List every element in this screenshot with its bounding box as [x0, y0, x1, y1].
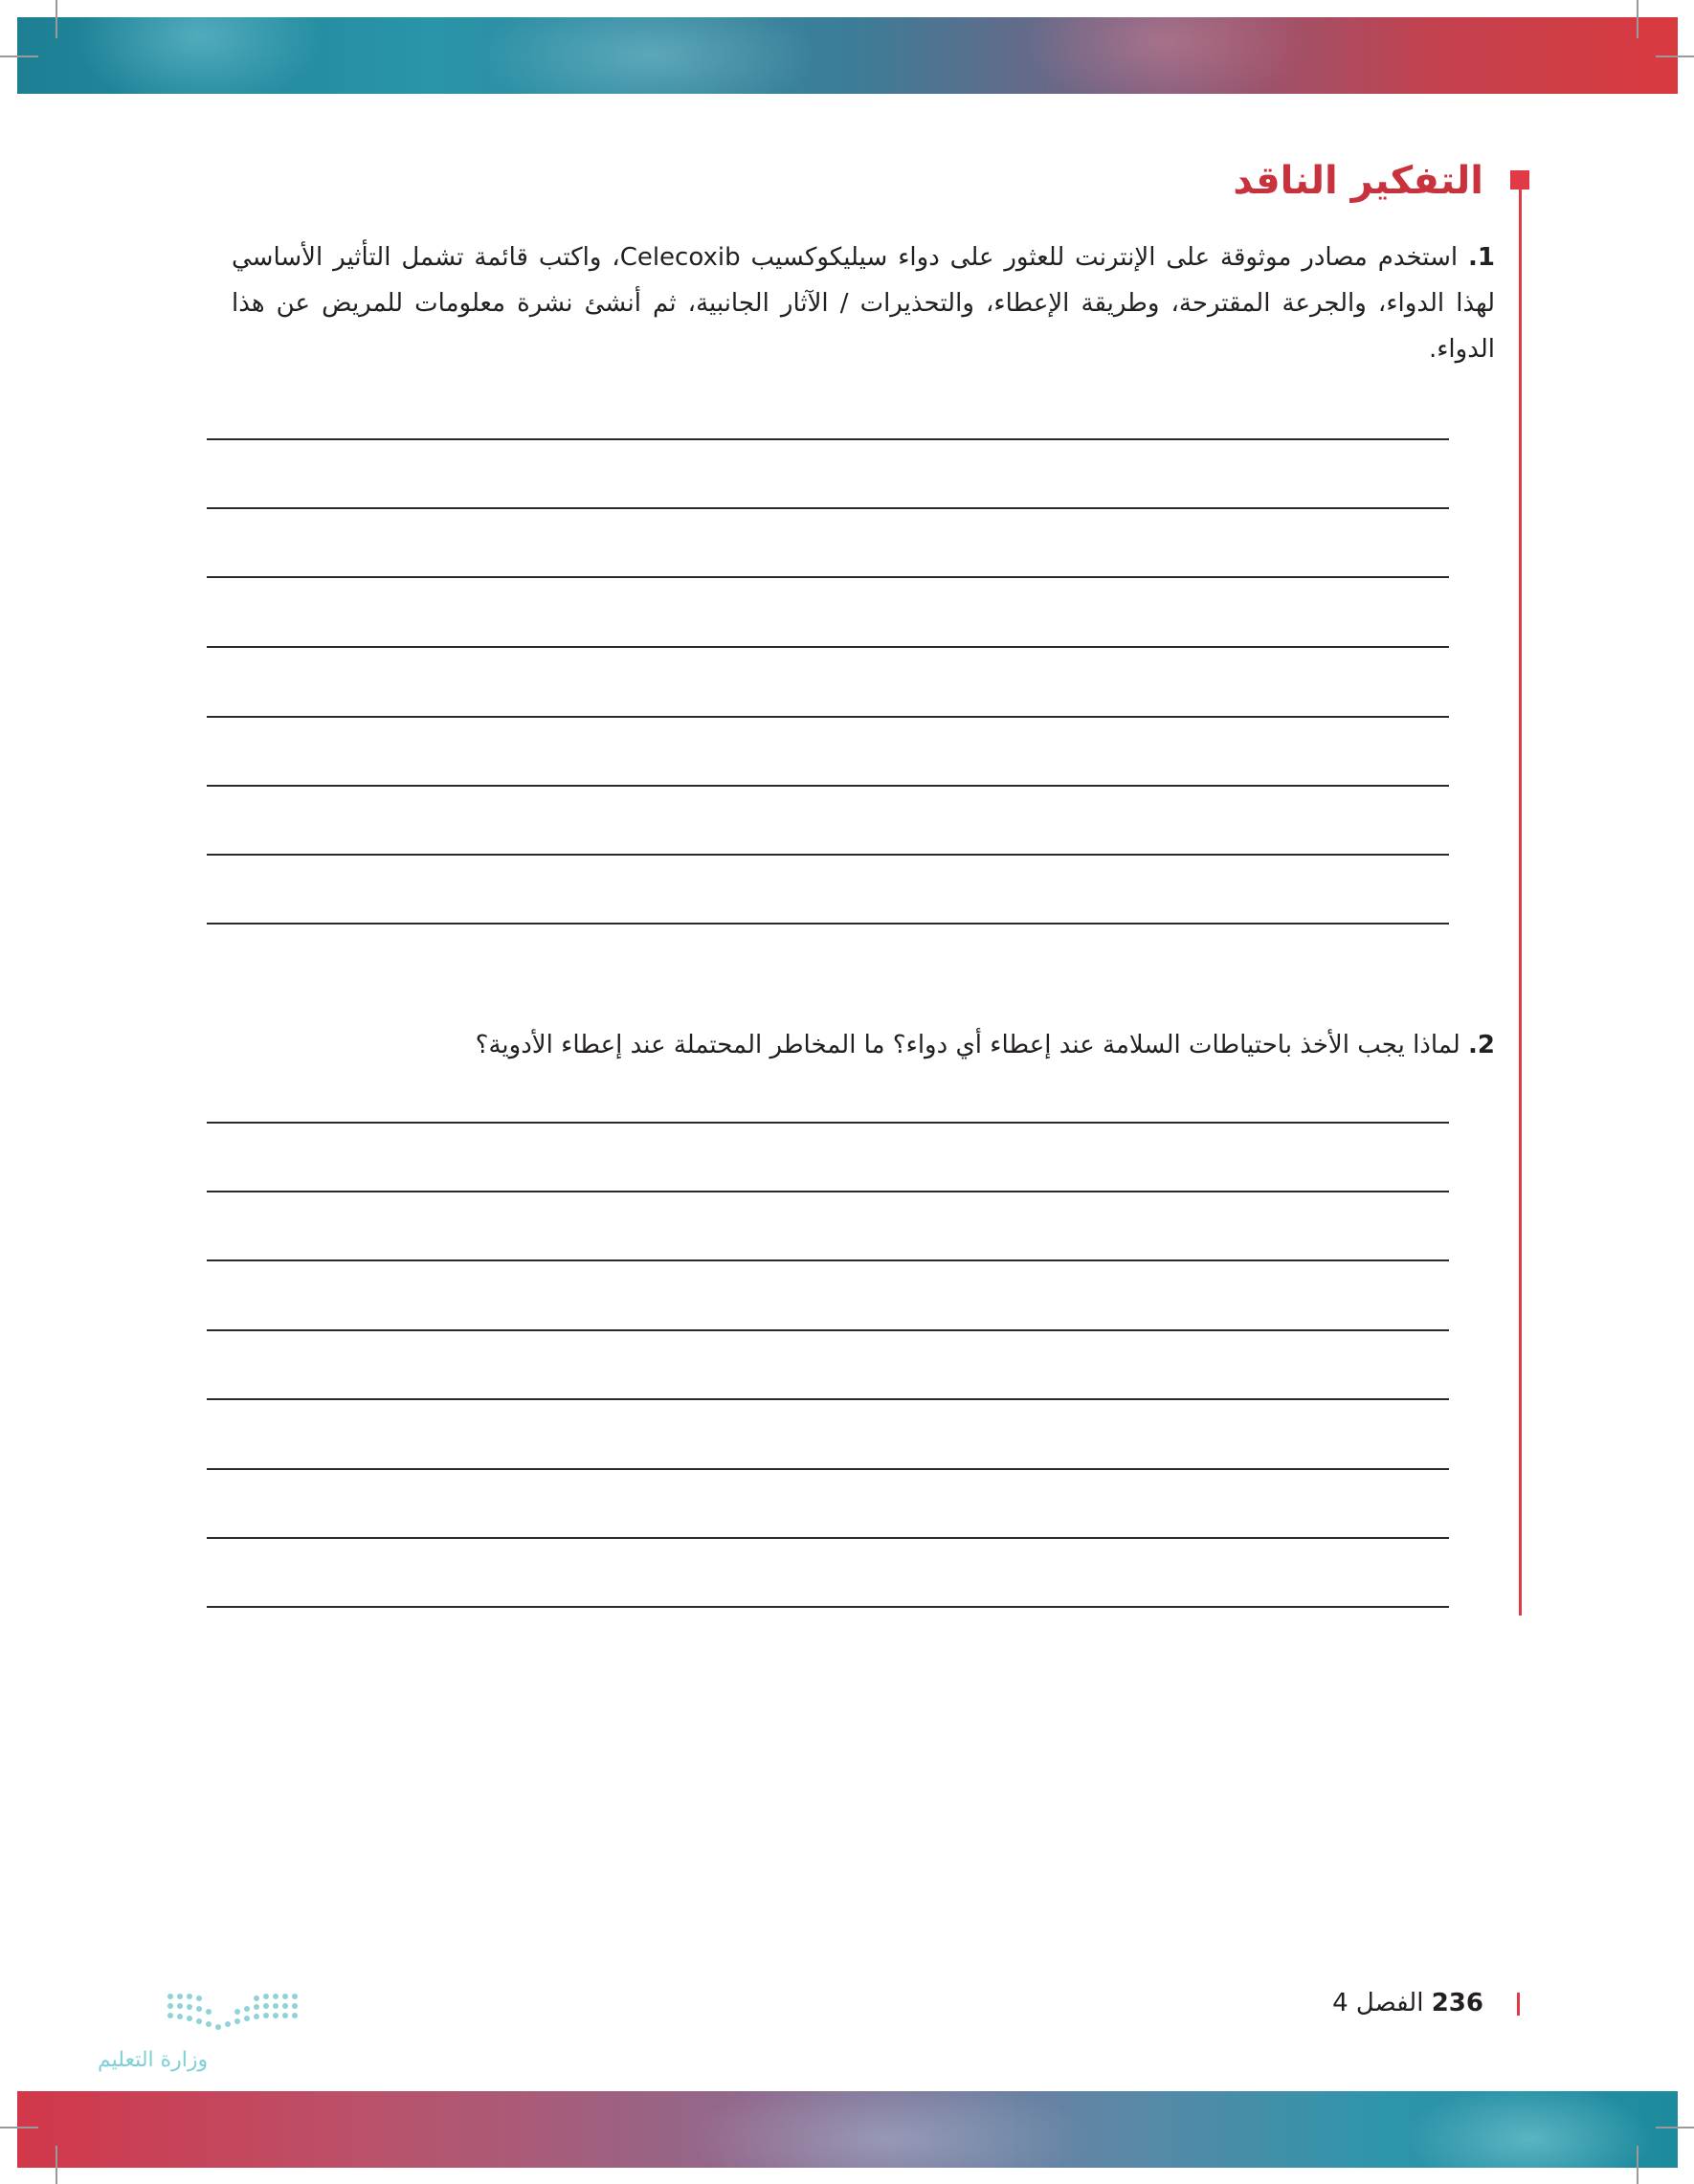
ministry-name: وزارة التعليم: [98, 2048, 209, 2072]
banner-glow: [477, 17, 821, 94]
crop-mark: [1637, 0, 1638, 38]
crop-mark: [0, 2127, 38, 2128]
crop-mark: [56, 0, 57, 38]
question-number: 1.: [1468, 243, 1495, 272]
bottom-banner: [17, 2091, 1678, 2168]
question-number: 2.: [1468, 1031, 1495, 1059]
answer-line[interactable]: [207, 438, 1449, 440]
answer-line[interactable]: [207, 1122, 1449, 1124]
chapter-label: الفصل 4: [1332, 1989, 1424, 2017]
crop-mark: [1656, 2127, 1694, 2128]
ministry-logo-icon: [94, 1989, 323, 2094]
answer-line[interactable]: [207, 1191, 1449, 1192]
footer-marker: [1517, 1993, 1520, 2016]
question-2: [232, 1022, 1495, 1068]
question-text: استخدم مصادر موثوقة على الإنترنت للعثور على دواء سيليكوكسيب Celecoxib، واكتب قائمة تشمل التأثير الأساسي لهذا الدواء، والجرعة المقترحة، وطريقة الإعطاء، والتحذيرات / الآثار الجانبية، ثم أنشئ نشرة معلومات للمريض عن هذا الدواء.: [232, 243, 1495, 364]
section-marker: [1510, 170, 1529, 189]
answer-line[interactable]: [207, 785, 1449, 787]
answer-line[interactable]: [207, 1468, 1449, 1470]
answer-line[interactable]: [207, 716, 1449, 718]
answer-line[interactable]: [207, 923, 1449, 925]
crop-mark: [1656, 56, 1694, 57]
answer-line[interactable]: [207, 1537, 1449, 1539]
question-text: لماذا يجب الأخذ باحتياطات السلامة عند إعطاء أي دواء؟ ما المخاطر المحتملة عند إعطاء الأدوية؟: [475, 1031, 1460, 1059]
page-number: 236: [1431, 1989, 1483, 2017]
banner-glow: [1022, 17, 1309, 94]
banner-glow: [1405, 2091, 1654, 2168]
question-1: [232, 234, 1495, 372]
answer-line[interactable]: [207, 1329, 1449, 1331]
answer-line[interactable]: [207, 1398, 1449, 1400]
top-banner: [17, 17, 1678, 94]
answer-line[interactable]: [207, 1259, 1449, 1261]
answer-line[interactable]: [207, 507, 1449, 509]
section-title: التفكير الناقد: [1233, 159, 1483, 203]
answer-line[interactable]: [207, 576, 1449, 578]
answer-line[interactable]: [207, 646, 1449, 648]
crop-mark: [56, 2146, 57, 2184]
answer-line[interactable]: [207, 854, 1449, 856]
answer-line[interactable]: [207, 1606, 1449, 1608]
page-footer: [1332, 1989, 1483, 2017]
banner-glow: [687, 2091, 1089, 2168]
crop-mark: [0, 56, 38, 57]
section-rule: [1519, 189, 1522, 1616]
banner-glow: [75, 17, 323, 94]
crop-mark: [1637, 2146, 1638, 2184]
